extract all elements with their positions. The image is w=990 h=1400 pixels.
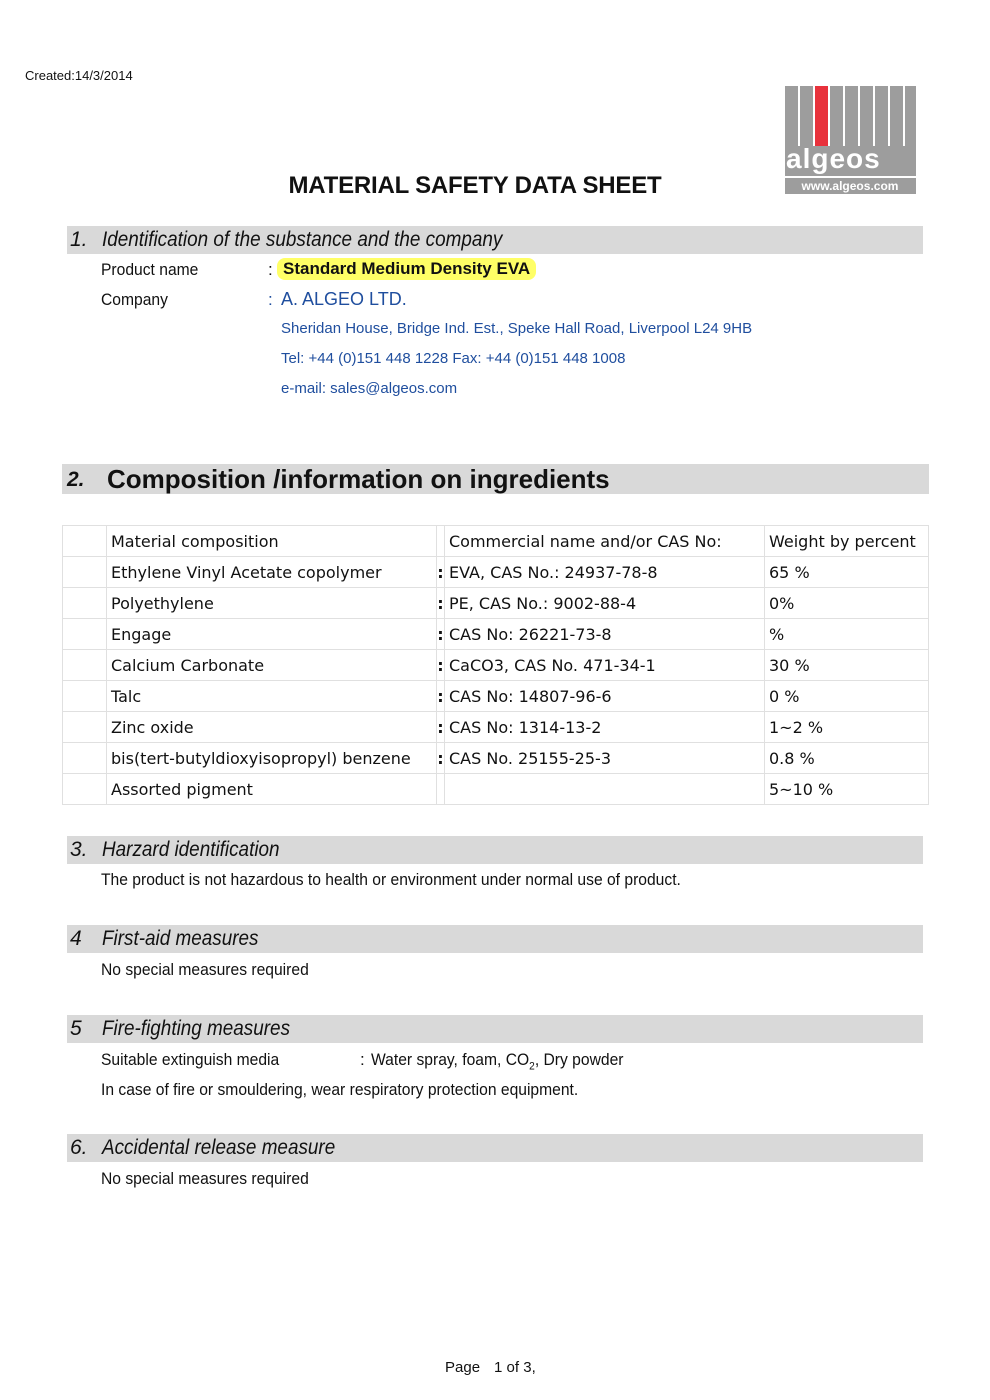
table-header-row — [63, 526, 929, 557]
table-cell-blank — [63, 681, 107, 712]
material-cell: Talc — [107, 681, 437, 712]
document-title: MATERIAL SAFETY DATA SHEET — [288, 172, 662, 199]
table-row — [63, 681, 929, 712]
section-6-number: 6. — [70, 1136, 88, 1159]
extinguish-media-suffix: , Dry powder — [534, 1050, 624, 1069]
company-value: A. ALGEO LTD. — [281, 289, 407, 309]
cas-cell: CAS No: 1314-13-2 — [445, 712, 765, 743]
page-footer — [445, 1359, 550, 1376]
company-label: Company — [101, 290, 168, 309]
section-5-number: 5 — [70, 1017, 82, 1040]
colon-cell: : — [437, 743, 445, 774]
material-cell: Ethylene Vinyl Acetate copolymer — [107, 557, 437, 588]
colon-cell: : — [437, 557, 445, 588]
header-material: Material composition — [107, 526, 437, 557]
table-row — [63, 774, 929, 805]
cas-cell — [445, 774, 765, 805]
material-cell: bis(tert-butyldioxyisopropyl) benzene — [107, 743, 437, 774]
table-cell-blank — [63, 588, 107, 619]
weight-cell: 65 % — [765, 557, 929, 588]
table-row — [63, 619, 929, 650]
weight-cell: 1~2 % — [765, 712, 929, 743]
table-row — [63, 557, 929, 588]
cas-cell: CAS No: 14807-96-6 — [445, 681, 765, 712]
material-cell: Calcium Carbonate — [107, 650, 437, 681]
table-row — [63, 588, 929, 619]
colon-cell: : — [437, 619, 445, 650]
company-colon: : — [268, 290, 273, 309]
extinguish-media-colon: : — [360, 1050, 365, 1069]
weight-cell: 0 % — [765, 681, 929, 712]
header-weight: Weight by percent — [765, 526, 929, 557]
extinguish-media-value — [371, 1050, 623, 1072]
extinguish-media-subscript: 2 — [529, 1060, 535, 1073]
section-5-text: In case of fire or smouldering, wear respiratory protection equipment. — [101, 1080, 579, 1099]
page-label: Page — [445, 1359, 481, 1376]
svg-text:algeos: algeos — [786, 143, 881, 174]
table-cell-blank — [63, 774, 107, 805]
company-address: Sheridan House, Bridge Ind. Est., Speke Hall Road, Liverpool L24 9HB — [281, 320, 753, 337]
section-1-number: 1. — [70, 228, 88, 251]
cas-cell: CaCO3, CAS No. 471-34-1 — [445, 650, 765, 681]
cas-cell: CAS No: 26221-73-8 — [445, 619, 765, 650]
table-row — [63, 743, 929, 774]
company-email: e-mail: sales@algeos.com — [281, 380, 458, 397]
extinguish-media-prefix: Water spray, foam, CO — [371, 1050, 530, 1069]
colon-cell: : — [437, 681, 445, 712]
section-1-title: Identification of the substance and the company — [102, 228, 503, 251]
table-row — [63, 712, 929, 743]
weight-cell: 0% — [765, 588, 929, 619]
table-cell-blank — [63, 712, 107, 743]
table-cell-blank — [63, 557, 107, 588]
section-2-title: Composition /information on ingredients — [107, 464, 610, 494]
colon-cell: : — [437, 650, 445, 681]
weight-cell: % — [765, 619, 929, 650]
section-6-title: Accidental release measure — [102, 1136, 336, 1159]
page-number: 1 of 3, — [494, 1359, 536, 1376]
material-cell: Zinc oxide — [107, 712, 437, 743]
header-cas: Commercial name and/or CAS No: — [445, 526, 765, 557]
material-cell: Engage — [107, 619, 437, 650]
svg-text:www.algeos.com: www.algeos.com — [801, 179, 899, 193]
colon-cell — [437, 774, 445, 805]
section-3-number: 3. — [70, 838, 88, 861]
product-name-colon: : — [268, 260, 273, 279]
created-date: Created:14/3/2014 — [25, 68, 133, 83]
extinguish-media-label: Suitable extinguish media — [101, 1050, 280, 1069]
section-4-text: No special measures required — [101, 960, 309, 979]
composition-table — [62, 525, 929, 805]
material-cell: Assorted pigment — [107, 774, 437, 805]
section-3-title: Harzard identification — [102, 838, 280, 861]
product-name-value: Standard Medium Density EVA — [277, 258, 536, 280]
section-3-text: The product is not hazardous to health or environment under normal use of product. — [101, 870, 681, 889]
table-cell-blank — [63, 526, 107, 557]
table-cell-blank — [63, 619, 107, 650]
cas-cell: PE, CAS No.: 9002-88-4 — [445, 588, 765, 619]
section-2-number: 2. — [67, 468, 85, 491]
weight-cell: 0.8 % — [765, 743, 929, 774]
weight-cell: 30 % — [765, 650, 929, 681]
material-cell: Polyethylene — [107, 588, 437, 619]
section-6-text: No special measures required — [101, 1169, 309, 1188]
table-cell-blank — [437, 526, 445, 557]
table-cell-blank — [63, 650, 107, 681]
section-4-number: 4 — [70, 927, 82, 950]
colon-cell: : — [437, 712, 445, 743]
section-4-title: First-aid measures — [102, 927, 259, 950]
weight-cell: 5~10 % — [765, 774, 929, 805]
colon-cell: : — [437, 588, 445, 619]
section-5-title: Fire-fighting measures — [102, 1017, 291, 1040]
table-row — [63, 650, 929, 681]
company-phone: Tel: +44 (0)151 448 1228 Fax: +44 (0)151 448 1008 — [281, 350, 626, 367]
cas-cell: EVA, CAS No.: 24937-78-8 — [445, 557, 765, 588]
cas-cell: CAS No. 25155-25-3 — [445, 743, 765, 774]
table-cell-blank — [63, 743, 107, 774]
product-name-label: Product name — [101, 260, 199, 279]
